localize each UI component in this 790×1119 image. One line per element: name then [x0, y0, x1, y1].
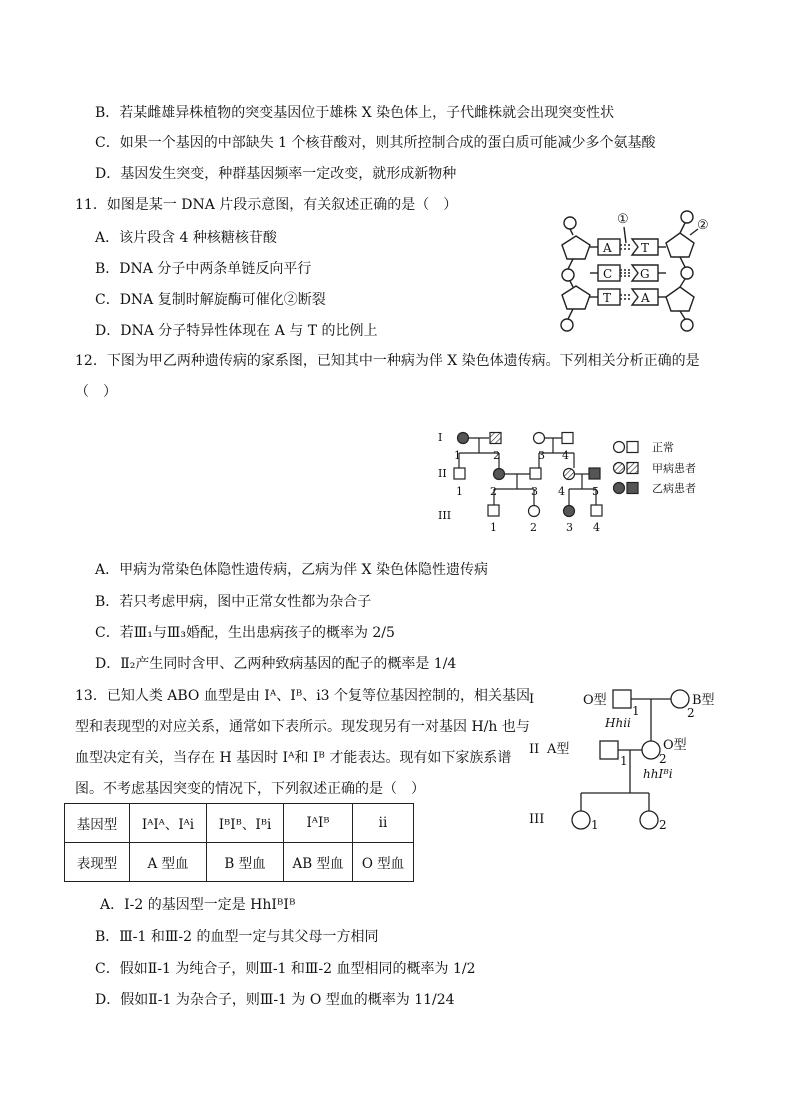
q10-option-b: B．若某雌雄异株植物的突变基因位于雄株 X 染色体上，子代雌株就会出现突变性状: [95, 105, 615, 121]
II1-number: 1: [620, 754, 628, 768]
gen13-III: III: [529, 812, 545, 827]
q12-stem-line1: 12．下图为甲乙两种遗传病的家系图，已知其中一种病为伴 X 染色体遗传病。下列相关分析正确的是: [75, 353, 700, 369]
I2-number: 2: [687, 706, 695, 720]
ped12-II3: 3: [531, 485, 538, 498]
q13-option-c: C．假如Ⅱ-1 为纯合子，则Ⅲ-1 和Ⅲ-2 血型相同的概率为 1/2: [95, 961, 476, 977]
q13-option-d: D．假如Ⅱ-1 为杂合子，则Ⅲ-1 为 O 型血的概率为 11/24: [95, 992, 455, 1008]
marker-1: ①: [617, 212, 629, 227]
q10-option-c: C．如果一个基因的中部缺失 1 个核苷酸对，则其所控制合成的蛋白质可能减少多个氨基酸: [95, 135, 656, 151]
dna-fragment-diagram: [540, 205, 720, 335]
q11-option-c: C．DNA 复制时解旋酶可催化②断裂: [95, 292, 326, 308]
ped12-II2: 2: [490, 485, 497, 498]
q12-option-d: D．Ⅱ₂产生同时含甲、乙两种致病基因的配子的概率是 1/4: [95, 656, 457, 672]
q13-option-a: A．I-2 的基因型一定是 HhIᴮIᴮ: [100, 897, 296, 913]
legend-disease-jia: 甲病患者: [652, 462, 696, 475]
gen-I: I: [438, 431, 443, 444]
table-row: [65, 804, 414, 843]
legend-normal: 正常: [652, 441, 674, 454]
legend-disease-yi: 乙病患者: [652, 482, 696, 495]
q12-stem-line2: （ ）: [75, 384, 117, 400]
q13-pedigree-chart: [525, 683, 735, 843]
gen13-I: I: [529, 692, 535, 707]
q11-option-b: B．DNA 分子中两条单链反向平行: [95, 261, 312, 277]
table-cell: O 型血: [353, 843, 414, 882]
table-cell: IᴬIᴬ、Iᴬi: [130, 804, 207, 843]
II2-bloodtype: O型: [663, 738, 687, 753]
base-t1: T: [641, 241, 650, 255]
base-c: C: [603, 267, 613, 281]
q13-stem-line3: 血型决定有关，当存在 H 基因时 Iᴬ和 Iᴮ 才能表达。现有如下家族系谱: [75, 750, 512, 766]
ped12-II5: 5: [592, 485, 599, 498]
q12-option-b: B．若只考虑甲病，图中正常女性都为杂合子: [95, 594, 372, 610]
I1-genotype: Hhii: [605, 716, 631, 730]
q13-option-b: B．Ⅲ-1 和Ⅲ-2 的血型一定与其父母一方相同: [95, 929, 379, 945]
base-t2: T: [603, 291, 612, 305]
I1-bloodtype: O型: [583, 693, 607, 708]
gen-III: III: [438, 509, 452, 522]
base-g: G: [640, 267, 650, 281]
table-cell: AB 型血: [284, 843, 353, 882]
q10-option-d: D．基因发生突变，种群基因频率一定改变，就形成新物种: [95, 166, 457, 182]
ped12-III2: 2: [530, 521, 537, 534]
table-cell: 表现型: [65, 843, 130, 882]
I2-bloodtype: B型: [692, 693, 715, 708]
blood-type-table: [64, 803, 414, 882]
III2-number: 2: [659, 818, 667, 832]
ped12-I3: 3: [538, 449, 545, 462]
q12-pedigree-chart: [434, 425, 734, 540]
ped12-III4: 4: [593, 521, 600, 534]
II1-bloodtype: A型: [547, 742, 570, 757]
ped12-II1: 1: [456, 485, 463, 498]
q13-stem-line4: 图。不考虑基因突变的情况下，下列叙述正确的是（ ）: [75, 781, 425, 797]
gen-II: II: [438, 467, 447, 480]
table-row: [65, 843, 414, 882]
ped12-III1: 1: [490, 521, 497, 534]
II2-number: 2: [659, 752, 667, 766]
gen13-II: II: [529, 742, 540, 757]
ped12-I1: 1: [454, 449, 461, 462]
q11-option-d: D．DNA 分子特异性体现在 A 与 T 的比例上: [95, 323, 378, 339]
ped12-III3: 3: [566, 521, 573, 534]
base-a2: A: [641, 291, 650, 305]
table-cell: IᴬIᴮ: [284, 804, 353, 843]
ped12-I4: 4: [562, 449, 569, 462]
table-cell: A 型血: [130, 843, 207, 882]
q11-option-a: A．该片段含 4 种核糖核苷酸: [95, 230, 277, 246]
base-a1: A: [603, 241, 612, 255]
marker-2: ②: [697, 218, 709, 233]
I1-number: 1: [632, 704, 640, 718]
III1-number: 1: [591, 818, 599, 832]
ped12-II4: 4: [558, 485, 565, 498]
table-cell: ii: [353, 804, 414, 843]
table-cell: IᴮIᴮ、Iᴮi: [207, 804, 284, 843]
table-cell: 基因型: [65, 804, 130, 843]
q12-option-a: A．甲病为常染色体隐性遗传病，乙病为伴 X 染色体隐性遗传病: [95, 562, 488, 578]
q13-stem-line2: 型和表现型的对应关系，通常如下表所示。现发现另有一对基因 H/h 也与: [75, 719, 530, 735]
q11-stem: 11．如图是某一 DNA 片段示意图，有关叙述正确的是（ ）: [75, 197, 458, 213]
ped12-I2: 2: [493, 449, 500, 462]
q13-stem-line1: 13．已知人类 ABO 血型是由 Iᴬ、Iᴮ、i3 个复等位基因控制的，相关基因: [75, 688, 531, 704]
II2-genotype: hhIᴮi: [643, 767, 673, 781]
table-cell: B 型血: [207, 843, 284, 882]
q12-option-c: C．若Ⅲ₁与Ⅲ₃婚配，生出患病孩子的概率为 2/5: [95, 625, 395, 641]
